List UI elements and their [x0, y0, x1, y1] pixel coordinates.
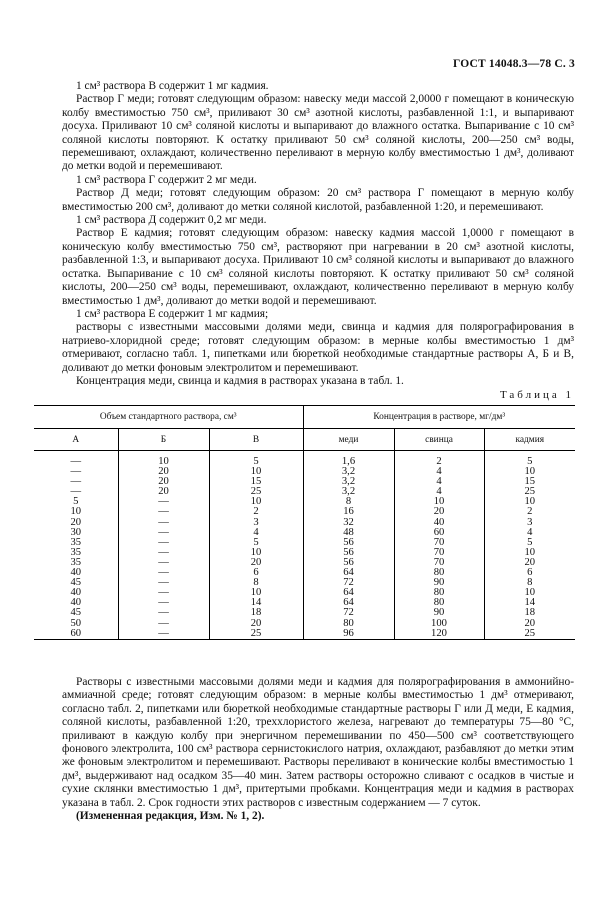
table-cell: 14: [484, 598, 575, 608]
table-row: [34, 568, 575, 578]
table-cell: 3,2: [303, 487, 394, 497]
table-cell: 120: [394, 629, 484, 640]
table-cell: 14: [209, 598, 303, 608]
table-cell: 6: [484, 568, 575, 578]
table-cell: 56: [303, 538, 394, 548]
table-row: [34, 451, 575, 468]
paragraph: растворы с известными массовыми долями меди, свинца и кадмия для полярографирования в натриево-хлоридной среде; готовят следующим образом: в мерные колбы вместимостью 1 дм³ отмеривают, согласно табл. 1, пипетками или бюреткой необходимые стандартные растворы А, Б и В, доливают до метки фоновым электролитом и перемешивают.: [62, 321, 574, 374]
column-header: В: [209, 429, 303, 451]
table-cell: 60: [394, 528, 484, 538]
table-cell: 35: [70, 556, 82, 568]
table-cell: 20: [118, 477, 209, 487]
table-cell: 15: [209, 477, 303, 487]
paragraph: 1 см³ раствора Е содержит 1 мг кадмия;: [76, 307, 269, 320]
table-cell: 10: [394, 497, 484, 507]
table-cell: 5: [73, 496, 79, 508]
table-cell: 56: [303, 558, 394, 568]
table-cell: 4: [394, 467, 484, 477]
table-cell: 64: [303, 568, 394, 578]
table-cell: 32: [303, 518, 394, 528]
table-cell: 10: [209, 548, 303, 558]
table-cell: 50: [70, 617, 82, 629]
body-text-top: [62, 80, 574, 388]
table-cell: 45: [70, 577, 82, 589]
table-cell: 3: [484, 518, 575, 528]
table-cell: 35: [70, 546, 82, 558]
table-cell: 4: [484, 528, 575, 538]
table-cell: 3,2: [303, 477, 394, 487]
group-header-concentration: Концентрация в растворе, мг/дм³: [303, 406, 575, 429]
table-row: [34, 477, 575, 487]
table-cell: 72: [303, 608, 394, 618]
table-cell: —: [70, 456, 82, 467]
table-cell: 20: [394, 507, 484, 517]
table-cell: —: [118, 518, 209, 528]
table-cell: 5: [209, 451, 303, 468]
table-cell: —: [118, 619, 209, 629]
table-cell: 80: [394, 568, 484, 578]
table-cell: —: [118, 598, 209, 608]
table-cell: 8: [209, 578, 303, 588]
table-row: [34, 507, 575, 517]
table-cell: 18: [209, 608, 303, 618]
table-cell: 20: [118, 487, 209, 497]
paragraph: Раствор Е кадмия; готовят следующим образом: навеску кадмия массой 1,0000 г помещают в коническую колбу вместимостью 750 см³, растворяют при нагревании в 20 см³ азотной кислоты, разбавленной 1:3, и выпаривают досуха. Приливают 10 см³ соляной кислоты и выпаривают до влажного остатка. Выпаривание с 10 см³ соляной кислоты повторяют. К остатку приливают 50 см³ соляной кислоты, 200—250 см³ воды, перемешивают, охлаждают, количественно переливают в мерную колбу вместимостью 1 дм³, доливают до метки водой и перемешивают.: [62, 227, 574, 307]
table-cell: 25: [484, 629, 575, 640]
amendment-note: (Измененная редакция, Изм. № 1, 2).: [76, 810, 265, 823]
paragraph: 1 см³ раствора В содержит 1 мг кадмия.: [76, 80, 269, 92]
table-cell: 16: [303, 507, 394, 517]
table-cell: 3,2: [303, 467, 394, 477]
table-row: [34, 487, 575, 497]
table-cell: —: [118, 568, 209, 578]
table-cell: 40: [70, 567, 82, 579]
table-cell: 10: [484, 467, 575, 477]
table-cell: 4: [394, 487, 484, 497]
table-cell: —: [118, 528, 209, 538]
table-cell: 20: [70, 516, 82, 528]
table-cell: 40: [70, 587, 82, 599]
table-cell: —: [118, 578, 209, 588]
table-cell: 4: [209, 528, 303, 538]
table-cell: 80: [394, 588, 484, 598]
table-cell: 25: [209, 629, 303, 640]
table-cell: —: [118, 507, 209, 517]
table-cell: 40: [70, 597, 82, 609]
table-row: [34, 467, 575, 477]
table-cell: 40: [394, 518, 484, 528]
table-cell: 10: [484, 497, 575, 507]
table-cell: 80: [303, 619, 394, 629]
table-cell: 10: [209, 467, 303, 477]
table-cell: 2: [484, 507, 575, 517]
table-cell: —: [118, 538, 209, 548]
table-cell: 25: [484, 487, 575, 497]
table-row: [34, 629, 575, 640]
table-cell: 20: [209, 558, 303, 568]
table-cell: 5: [484, 451, 575, 468]
column-header: Б: [118, 429, 209, 451]
table-cell: 10: [209, 497, 303, 507]
table-body: [34, 451, 575, 640]
table-cell: 90: [394, 578, 484, 588]
table-row: [34, 518, 575, 528]
table-row: [34, 528, 575, 538]
table-row: [34, 538, 575, 548]
table-caption: Таблица 1: [499, 389, 574, 401]
table-row: [34, 588, 575, 598]
table-cell: 70: [394, 538, 484, 548]
paragraph: Растворы с известными массовыми долями меди и кадмия для полярографирования в аммонийно-аммиачной среде; готовят следующим образом: в мерные колбы вместимостью 1 дм³ отмеривают, согласно табл. 2, пипетками или бюреткой необходимые стандартные растворы Г или Д меди, Е кадмия, соляной кислоты, разбавленной 1:20, трехxлористого железа, нагревают до температуры 75—80 °С, приливают в каждую колбу при энергичном перемешивании по 450—500 см³ соответствующего фонового электролита, 100 см³ раствора сернистокислого натрия, охлаждают, разбавляют до метки этим же фоновым электролитом и перемешивают. Растворы переливают в конические колбы вместимостью 1 дм³, выдерживают над осадком 35—40 мин. Затем растворы осторожно сливают с осадков в чистые и сухие склянки вместимостью 1 дм³, притертыми пробками. Концентрация меди и кадмия в растворах указана в табл. 2. Срок годности этих растворов с известным содержанием — 7 суток.: [62, 676, 574, 809]
table-cell: 45: [70, 607, 82, 619]
table-cell: 8: [303, 497, 394, 507]
table-cell: 20: [484, 558, 575, 568]
table-cell: 10: [484, 548, 575, 558]
table-cell: 60: [34, 629, 118, 640]
table-cell: —: [118, 588, 209, 598]
table-cell: 25: [209, 487, 303, 497]
page-header: ГОСТ 14048.3—78 С. 3: [452, 58, 575, 70]
body-text-bottom: [62, 676, 574, 823]
table-cell: 3: [209, 518, 303, 528]
table-cell: 70: [394, 548, 484, 558]
table-row: [34, 598, 575, 608]
table-cell: 18: [484, 608, 575, 618]
paragraph: Концентрация меди, свинца и кадмия в растворах указана в табл. 1.: [76, 374, 404, 387]
table-cell: 96: [303, 629, 394, 640]
table-cell: 56: [303, 548, 394, 558]
table-cell: —: [70, 486, 82, 498]
group-header-volume: Объем стандартного раствора, см³: [34, 406, 303, 429]
paragraph: 1 см³ раствора Д содержит 0,2 мг меди.: [76, 214, 267, 227]
table-cell: 10: [484, 588, 575, 598]
table-cell: 80: [394, 598, 484, 608]
table-cell: 5: [484, 538, 575, 548]
table-cell: 10: [118, 451, 209, 468]
table-cell: 64: [303, 598, 394, 608]
table-cell: 48: [303, 528, 394, 538]
table-cell: 100: [394, 619, 484, 629]
table-cell: 35: [70, 536, 82, 548]
table-cell: 1,6: [303, 451, 394, 468]
table-cell: 8: [484, 578, 575, 588]
table-cell: —: [70, 476, 82, 488]
table-cell: 20: [209, 619, 303, 629]
table-row: [34, 619, 575, 629]
table-cell: 10: [70, 506, 82, 518]
table-cell: —: [118, 558, 209, 568]
table-cell: 15: [484, 477, 575, 487]
table-cell: —: [118, 548, 209, 558]
table-cell: —: [70, 466, 82, 478]
table-row: [34, 548, 575, 558]
table-cell: 70: [394, 558, 484, 568]
table-cell: 4: [394, 477, 484, 487]
column-header: свинца: [394, 429, 484, 451]
concentration-table: [34, 405, 575, 640]
column-header: меди: [303, 429, 394, 451]
table-cell: —: [118, 497, 209, 507]
paragraph: Раствор Д меди; готовят следующим образом: 20 см³ раствора Г помещают в мерную колбу вместимостью 200 см³, доливают до метки соляной кислотой, разбавленной 1:20, и перемешивают.: [62, 187, 574, 213]
paragraph: Раствор Г меди; готовят следующим образом: навеску меди массой 2,0000 г помещают в коническую колбу вместимостью 750 см³, приливают 30 см³ азотной кислоты, разбавленной 1:1, и выпаривают досуха. Приливают 10 см³ соляной кислоты и выпаривают до влажного остатка. Выпаривание с 10 см³ соляной кислоты повторяют. К остатку приливают 50 см³ соляной кислоты, 200—250 см³ воды, перемешивают, охлаждают, количественно переливают в мерную колбу вместимостью 1 дм³, доливают до метки водой и перемешивают.: [62, 93, 574, 173]
column-header: кадмия: [484, 429, 575, 451]
table-cell: 6: [209, 568, 303, 578]
table-row: [34, 608, 575, 618]
table-cell: 2: [394, 451, 484, 468]
table-cell: 20: [118, 467, 209, 477]
table-cell: 72: [303, 578, 394, 588]
table-cell: —: [118, 629, 209, 640]
table-row: [34, 558, 575, 568]
table-cell: —: [118, 608, 209, 618]
table-cell: 90: [394, 608, 484, 618]
table-cell: 5: [209, 538, 303, 548]
paragraph: 1 см³ раствора Г содержит 2 мг меди.: [76, 173, 257, 186]
table-cell: 20: [484, 619, 575, 629]
table-cell: 64: [303, 588, 394, 598]
table-cell: 10: [209, 588, 303, 598]
table-cell: 2: [209, 507, 303, 517]
column-header: А: [34, 429, 118, 451]
table-cell: 30: [70, 526, 82, 538]
table-row: [34, 497, 575, 507]
table-row: [34, 578, 575, 588]
